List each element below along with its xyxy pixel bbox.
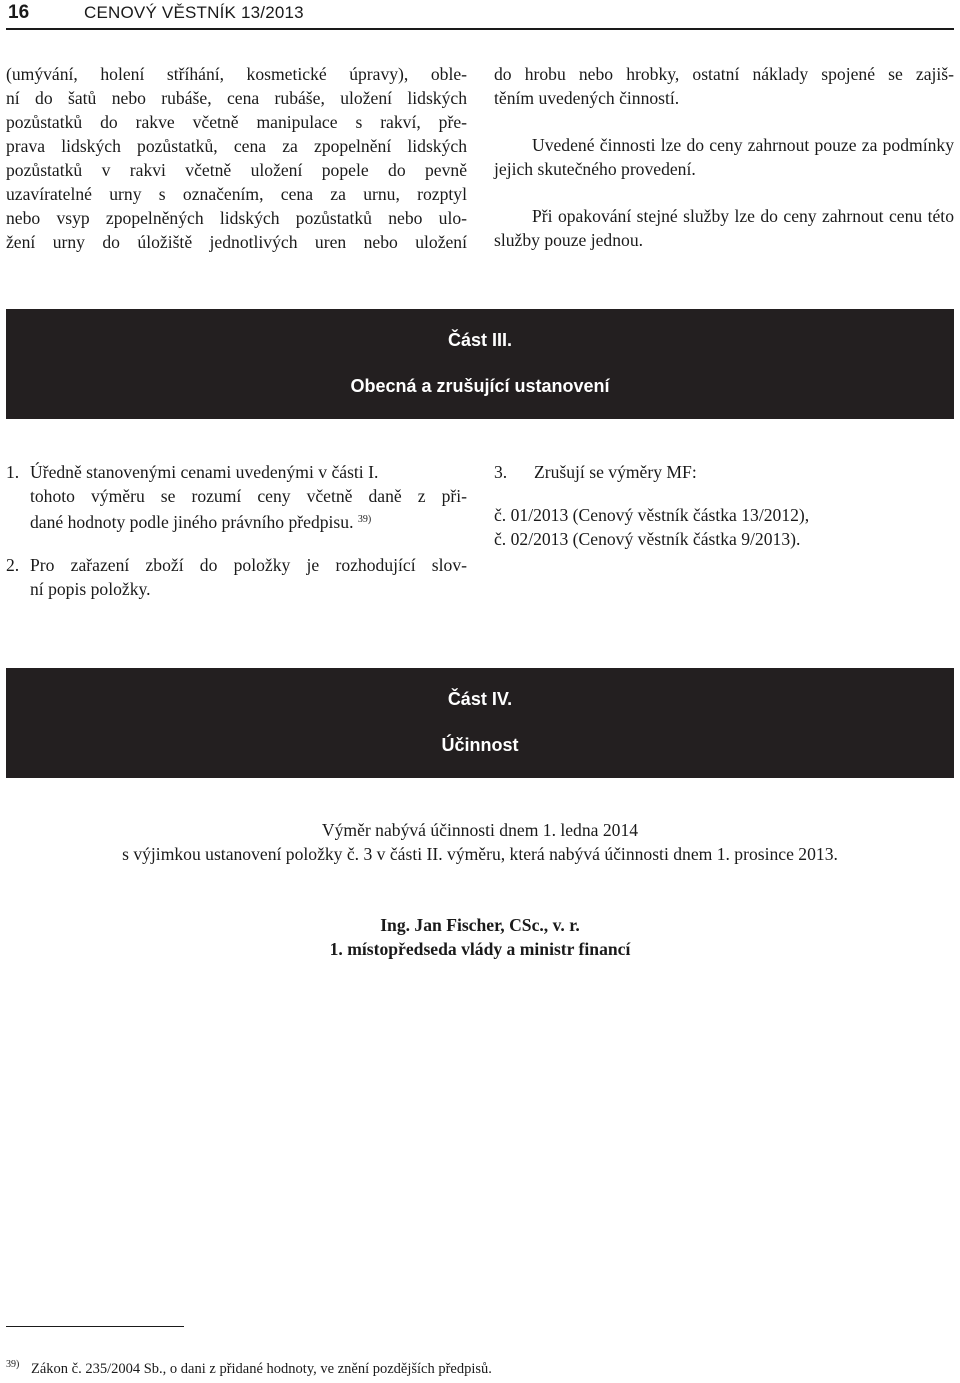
text-line: ní do šatů nebo rubáše, cena rubáše, uložení lidských <box>6 88 467 108</box>
part-title: Část III. <box>447 330 513 350</box>
text-line: nebo vsyp zpopelněných lidských pozůstatků nebo ulo- <box>6 208 467 228</box>
left-column-text <box>6 62 467 254</box>
paragraph: Uvedené činnosti lze do ceny zahrnout pouze za podmínky jejich skutečného provedení. <box>494 135 954 179</box>
right-column-text <box>494 62 954 252</box>
footnote-text: Zákon č. 235/2004 Sb., o dani z přidané hodnoty, ve znění pozdějších předpisů. <box>30 1361 492 1377</box>
item-number: 1. <box>6 462 20 482</box>
list-item <box>494 460 954 484</box>
list-item <box>6 553 467 601</box>
text-line: pozůstatků do rakve včetně manipulace s rakví, pře- <box>6 112 467 132</box>
signatory-role: 1. místopředseda vlády a ministr financí <box>329 939 631 959</box>
text-line: žení urny do úložiště jednotlivých uren nebo uložení <box>6 232 467 252</box>
item-text: ní popis položky. <box>30 579 151 599</box>
text-line: těním uvedených činností. <box>494 88 680 108</box>
item-number: 2. <box>6 555 20 575</box>
item-text: dané hodnoty podle jiného právního předpisu. <box>30 512 354 532</box>
item-number: 3. <box>494 462 508 482</box>
footnote-ref: 39) <box>357 514 372 525</box>
item-text: Zrušují se výměry MF: <box>534 462 697 482</box>
publication-title: CENOVÝ VĚSTNÍK 13/2013 <box>84 3 304 22</box>
effectivity-line: s výjimkou ustanovení položky č. 3 v části II. výměru, která nabývá účinnosti dnem 1. prosince 2013. <box>122 844 838 864</box>
repeal-line: č. 02/2013 (Cenový věstník částka 9/2013). <box>494 529 801 549</box>
part-heading-band <box>6 668 954 778</box>
repeal-line: č. 01/2013 (Cenový věstník částka 13/2012), <box>494 505 810 525</box>
part-title: Část IV. <box>447 689 513 709</box>
part-subtitle: Obecná a zrušující ustanovení <box>350 376 610 396</box>
item-text: tohoto výměru se rozumí ceny včetně daně z při- <box>30 486 467 506</box>
footnote-separator <box>6 1326 184 1327</box>
text-line: do hrobu nebo hrobky, ostatní náklady spojené se zajiš- <box>494 64 954 84</box>
page-number: 16 <box>8 2 30 23</box>
text-line: pozůstatků v rakvi včetně uložení popele do pevně <box>6 160 467 180</box>
list-item <box>6 460 467 534</box>
paragraph: Při opakování stejné služby lze do ceny zahrnout cenu této služby pouze jednou. <box>494 206 954 250</box>
item-text: Pro zařazení zboží do položky je rozhodující slov- <box>30 555 467 575</box>
effectivity-line: Výměr nabývá účinnosti dnem 1. ledna 2014 <box>321 820 639 840</box>
provisions-left <box>6 460 467 601</box>
page-header <box>6 0 954 30</box>
provisions-right <box>494 460 954 551</box>
text-line: (umývání, holení stříhání, kosmetické úpravy), oble- <box>6 64 467 84</box>
footnote <box>6 1359 492 1378</box>
item-text: Úředně stanovenými cenami uvedenými v části I. <box>30 462 379 482</box>
footnote-mark: 39) <box>6 1359 20 1370</box>
text-line: prava lidských pozůstatků, cena za zpopelnění lidských <box>6 136 467 156</box>
part-heading-band <box>6 309 954 419</box>
signatory-name: Ing. Jan Fischer, CSc., v. r. <box>380 915 580 935</box>
part-subtitle: Účinnost <box>441 735 519 755</box>
text-line: uzavíratelné urny s označením, cena za urnu, rozptyl <box>6 184 467 204</box>
